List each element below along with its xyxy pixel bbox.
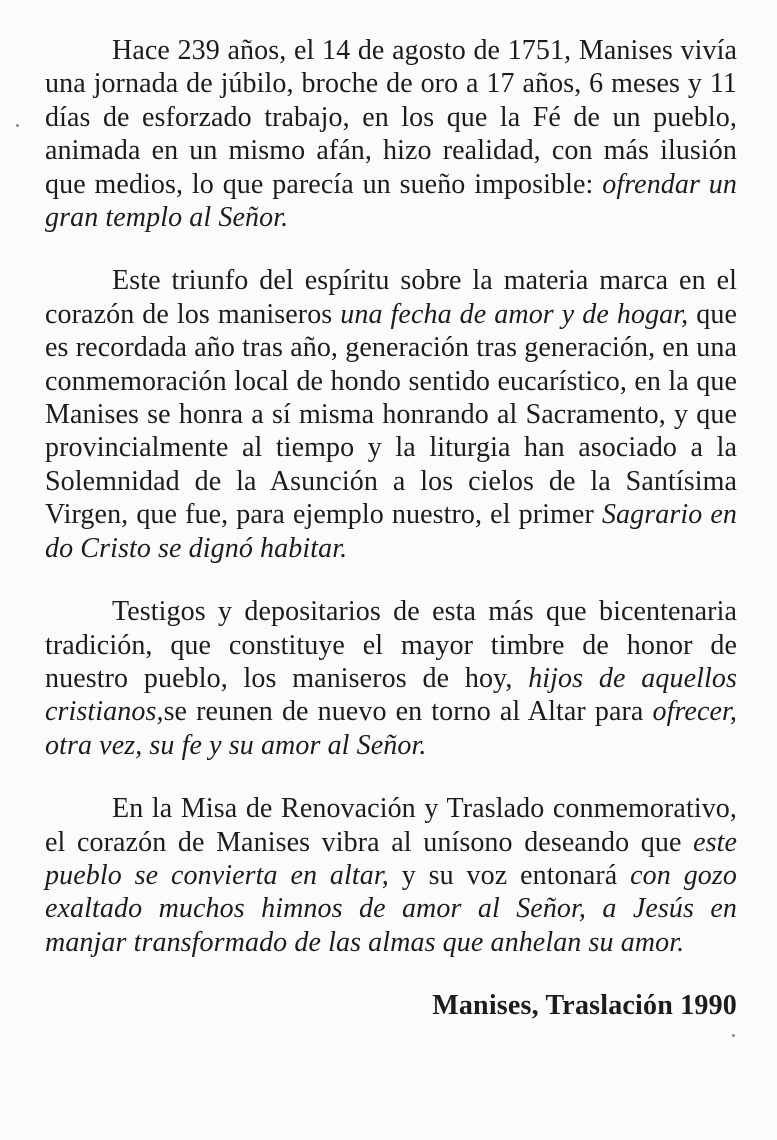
paragraph-1 xyxy=(45,34,737,234)
italic-phrase: este pueblo se convierta en altar, xyxy=(45,826,737,891)
body-text xyxy=(45,34,737,959)
paper-speck xyxy=(732,1034,735,1037)
italic-phrase: una fecha de amor y de hogar, xyxy=(340,298,689,330)
text-run: Testigos y depositarios de esta más que bicentenaria tradición, que constituye el mayor timbre de honor de nuestro pueblo, los maniseros de hoy, xyxy=(45,596,737,694)
text-run: En la Misa de Renovación y Traslado conmemorativo, el corazón de Manises vibra al unísono deseando que xyxy=(45,793,737,858)
signature: Manises, Traslación 1990 xyxy=(432,990,737,1022)
paper-speck xyxy=(16,124,19,127)
text-run: se reunen de nuevo en torno al Altar para xyxy=(163,696,653,728)
italic-phrase: ofrecer, otra vez, su fe y su amor al Señor. xyxy=(45,696,737,761)
italic-phrase: Sagrario en do Cristo se dignó habitar. xyxy=(45,499,737,564)
text-run: que es recordada año tras año, generación tras generación, en una conmemoración local de hondo sentido eucarístico, en la que Manises se honra a sí misma honrando al Sacramento, y que provincialmente al tiempo y la liturgia han asociado a la Solemnidad de la Asunción a los cielos de la Santísima Virgen, que fue, para ejemplo nuestro, el primer xyxy=(45,298,737,531)
text-run: y su voz entonará xyxy=(388,859,631,891)
paragraph-2 xyxy=(45,264,737,565)
italic-phrase: ofrendar un gran templo al Señor. xyxy=(45,168,738,234)
paragraph-3 xyxy=(45,595,737,762)
text-run: Este triunfo del espíritu sobre la materia marca en el corazón de los maniseros xyxy=(45,265,737,330)
text-run: Hace 239 años, el 14 de agosto de 1751, Manises vivía una jornada de júbilo, broche de oro a 17 años, 6 meses y 11 días de esforzado trabajo, en los que la Fé de un pueblo, animada en un mismo afán, hizo realidad, con más ilusión que medios, lo que parecía un sueño imposible: xyxy=(45,35,737,200)
italic-phrase: hijos de aquellos cristianos, xyxy=(45,662,737,728)
paragraph-4 xyxy=(45,792,737,959)
italic-phrase: con gozo exaltado muchos himnos de amor al Señor, a Jesús en manjar transformado de las almas que anhelan su amor. xyxy=(45,859,737,958)
